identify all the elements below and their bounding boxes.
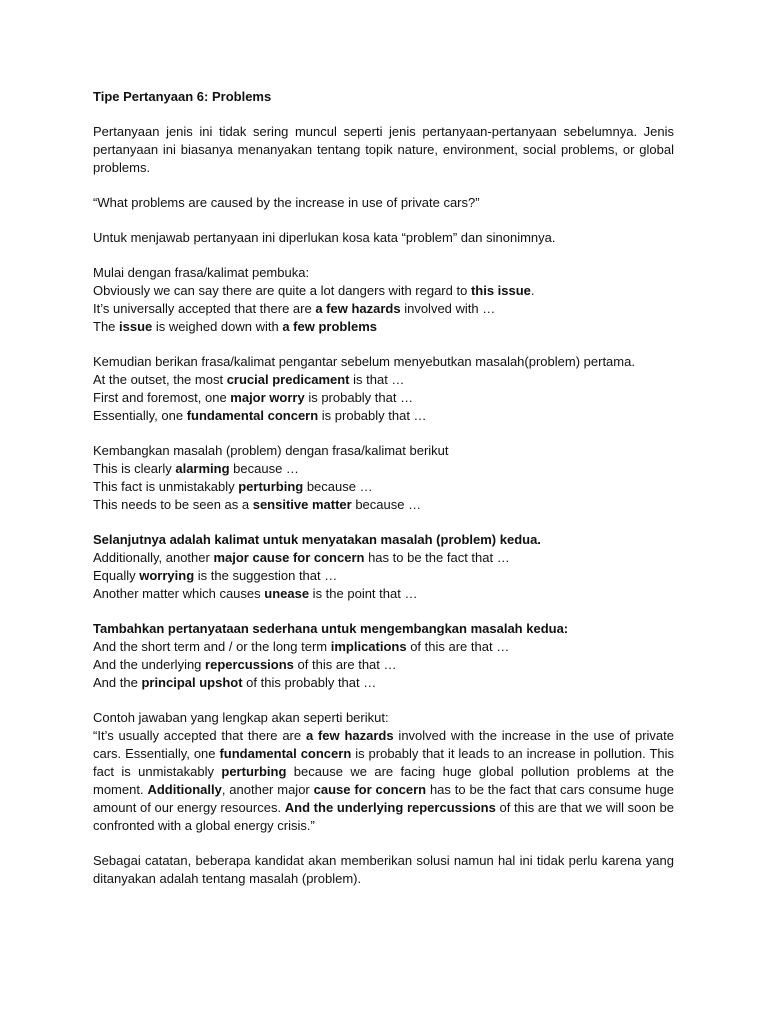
phrase-line [93, 282, 674, 300]
emphasized-phrase: And the underlying repercussions [284, 800, 496, 815]
emphasized-phrase: repercussions [205, 657, 294, 672]
text-run: Equally [93, 568, 140, 583]
text-run: is that … [349, 372, 405, 387]
emphasized-phrase: a few hazards [305, 728, 394, 743]
phrase-line [93, 496, 674, 514]
emphasized-phrase: a few problems [282, 319, 377, 334]
emphasized-phrase: perturbing [221, 764, 287, 779]
text-run: This needs to be seen as a [93, 497, 253, 512]
text-run: because we are facing huge global pollution problems at the moment. [93, 764, 674, 797]
text-run: And the [93, 675, 142, 690]
emphasized-phrase: perturbing [238, 479, 304, 494]
text-run: because … [303, 479, 373, 494]
phrase-line [93, 300, 674, 318]
phrase-section [93, 531, 674, 603]
text-run: is the point that … [309, 586, 418, 601]
phrase-line [93, 567, 674, 585]
text-run: because … [229, 461, 299, 476]
phrase-line [93, 656, 674, 674]
text-run: And the short term and / or the long term [93, 639, 331, 654]
emphasized-phrase: a few hazards [315, 301, 401, 316]
text-run: involved with the increase in the use of private cars. Essentially, one [93, 728, 674, 761]
emphasized-phrase: worrying [139, 568, 195, 583]
emphasized-phrase: Additionally [147, 782, 222, 797]
example-question: “What problems are caused by the increase in use of private cars?” [93, 195, 480, 210]
intro-paragraph: Pertanyaan jenis ini tidak sering muncul seperti jenis pertanyaan-pertanyaan sebelumnya. Jenis pertanyaan ini biasanya menanyakan tentang topik nature, environment, social problems, or global problems. [93, 124, 674, 175]
text-run: because … [351, 497, 422, 512]
text-run: Another matter which causes [93, 586, 265, 601]
section-heading: Kemudian berikan frasa/kalimat pengantar sebelum menyebutkan masalah(problem) pertama. [93, 354, 635, 369]
text-run: , another major [221, 782, 314, 797]
emphasized-phrase: fundamental concern [219, 746, 352, 761]
phrase-line [93, 389, 674, 407]
text-run: Obviously we can say there are quite a lot dangers with regard to [93, 283, 471, 298]
emphasized-phrase: fundamental concern [186, 408, 319, 423]
emphasized-phrase: cause for concern [313, 782, 427, 797]
text-run: has to be the fact that cars consume huge amount of our energy resources. [93, 782, 674, 815]
emphasized-phrase: alarming [175, 461, 230, 476]
example-answer-block [93, 709, 674, 835]
phrase-line [93, 638, 674, 656]
text-run: of this are that … [406, 639, 510, 654]
phrase-section [93, 264, 674, 336]
text-run: It’s universally accepted that there are [93, 301, 316, 316]
emphasized-phrase: major worry [230, 390, 305, 405]
phrase-sections [93, 264, 674, 692]
example-answer-text [93, 727, 674, 835]
text-run: This is clearly [93, 461, 176, 476]
text-run: is probably that … [304, 390, 414, 405]
example-answer-heading: Contoh jawaban yang lengkap akan seperti berikut: [93, 710, 389, 725]
text-run: Essentially, one [93, 408, 187, 423]
text-run: is weighed down with [152, 319, 283, 334]
text-run: Additionally, another [93, 550, 214, 565]
closing-note: Sebagai catatan, beberapa kandidat akan memberikan solusi namun hal ini tidak perlu karena yang ditanyakan adalah tentang masalah (problem). [93, 853, 674, 886]
emphasized-phrase: principal upshot [141, 675, 243, 690]
phrase-line [93, 460, 674, 478]
section-heading: Tambahkan pertanyataan sederhana untuk mengembangkan masalah kedua: [93, 621, 569, 636]
phrase-section [93, 620, 674, 692]
section-heading: Mulai dengan frasa/kalimat pembuka: [93, 265, 310, 280]
text-run: And the underlying [93, 657, 206, 672]
document-page [93, 88, 674, 905]
phrase-line [93, 407, 674, 425]
emphasized-phrase: sensitive matter [252, 497, 352, 512]
phrase-line [93, 478, 674, 496]
text-run: involved with … [400, 301, 496, 316]
section-heading: Kembangkan masalah (problem) dengan frasa/kalimat berikut [93, 443, 449, 458]
emphasized-phrase: unease [264, 586, 310, 601]
text-run: First and foremost, one [93, 390, 231, 405]
text-run: is the suggestion that … [194, 568, 338, 583]
emphasized-phrase: issue [119, 319, 153, 334]
phrase-line [93, 674, 674, 692]
text-run: is probably that … [318, 408, 427, 423]
emphasized-phrase: this issue [470, 283, 531, 298]
text-run: This fact is unmistakably [93, 479, 239, 494]
text-run: of this are that … [293, 657, 397, 672]
phrase-line [93, 318, 674, 336]
vocabulary-note: Untuk menjawab pertanyaan ini diperlukan kosa kata “problem” dan sinonimnya. [93, 230, 556, 245]
text-run: has to be the fact that … [364, 550, 510, 565]
phrase-line [93, 549, 674, 567]
text-run: of this probably that … [242, 675, 377, 690]
text-run: . [530, 283, 535, 298]
phrase-section [93, 442, 674, 514]
emphasized-phrase: implications [330, 639, 407, 654]
text-run: is probably that it leads to an increase in pollution. This fact is unmistakably [93, 746, 675, 779]
text-run: The [93, 319, 120, 334]
text-run: At the outset, the most [93, 372, 227, 387]
document-title: Tipe Pertanyaan 6: Problems [93, 89, 272, 104]
phrase-line [93, 585, 674, 603]
emphasized-phrase: major cause for concern [213, 550, 365, 565]
text-run: of this are that we will soon be confronted with a global energy crisis.” [93, 800, 674, 833]
emphasized-phrase: crucial predicament [226, 372, 350, 387]
phrase-section [93, 353, 674, 425]
text-run: “It’s usually accepted that there are [93, 728, 306, 743]
phrase-line [93, 371, 674, 389]
section-heading: Selanjutnya adalah kalimat untuk menyatakan masalah (problem) kedua. [93, 532, 541, 547]
